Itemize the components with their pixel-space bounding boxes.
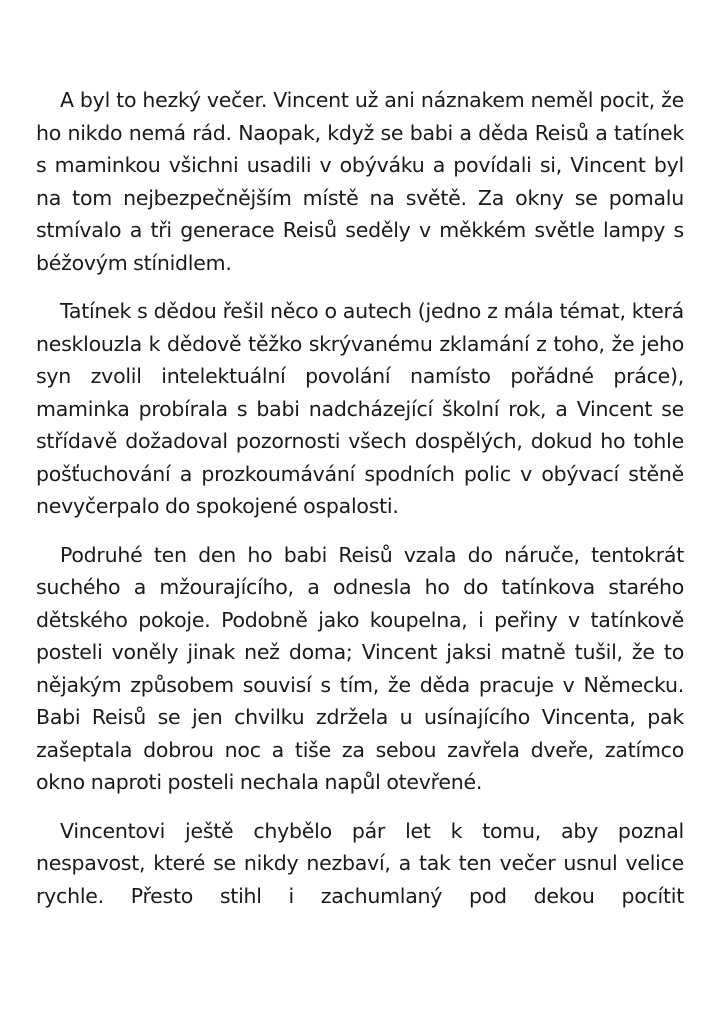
paragraph-2: Tatínek s dědou řešil něco o autech (jedno z mála témat, která nesklouzla k dědově těžko skrývanému zklamání z toho, že jeho syn zvolil intelektuální povolání namísto pořádné práce), maminka probírala s babi nadcházející školní rok, a Vincent se střídavě dožadoval pozornosti všech dospělých, dokud ho tohle pošťuchování a prozkoumávání spodních polic v obývací stěně nevyčerpalo do spokojené ospalosti. [36, 299, 684, 518]
paragraph-3: Podruhé ten den ho babi Reisů vzala do náruče, tentokrát suchého a mžourajícího, a odnesla ho do tatínkova starého dětského pokoje. Podobně jako koupelna, i peřiny v tatínkově posteli voněly jinak než doma; Vincent jaksi matně tušil, že to nějakým způsobem souvisí s tím, že děda pracuje v Německu. Babi Reisů se jen chvilku zdržela u usínajícího Vincenta, pak zašeptala dobrou noc a tiše za sebou zavřela dveře, zatímco okno naproti posteli nechala napůl otevřené. [36, 542, 684, 794]
paragraph-1: A byl to hezký večer. Vincent už ani náznakem neměl pocit, že ho nikdo nemá rád. Naopak, když se babi a děda Reisů a tatínek s maminkou všichni usadili v obýváku a povídali si, Vincent byl na tom nejbezpečnějším místě na světě. Za okny se pomalu stmívalo a tři generace Reisů seděly v měkkém světle lampy s béžovým stínidlem. [36, 88, 684, 275]
paragraph-4: Vincentovi ještě chybělo pár let k tomu, aby poznal nespavost, které se nikdy nezbaví, a tak ten večer usnul velice rychle. Přesto stihl i zachumlaný pod dekou pocítit [36, 818, 684, 908]
page-text-block [36, 84, 684, 912]
